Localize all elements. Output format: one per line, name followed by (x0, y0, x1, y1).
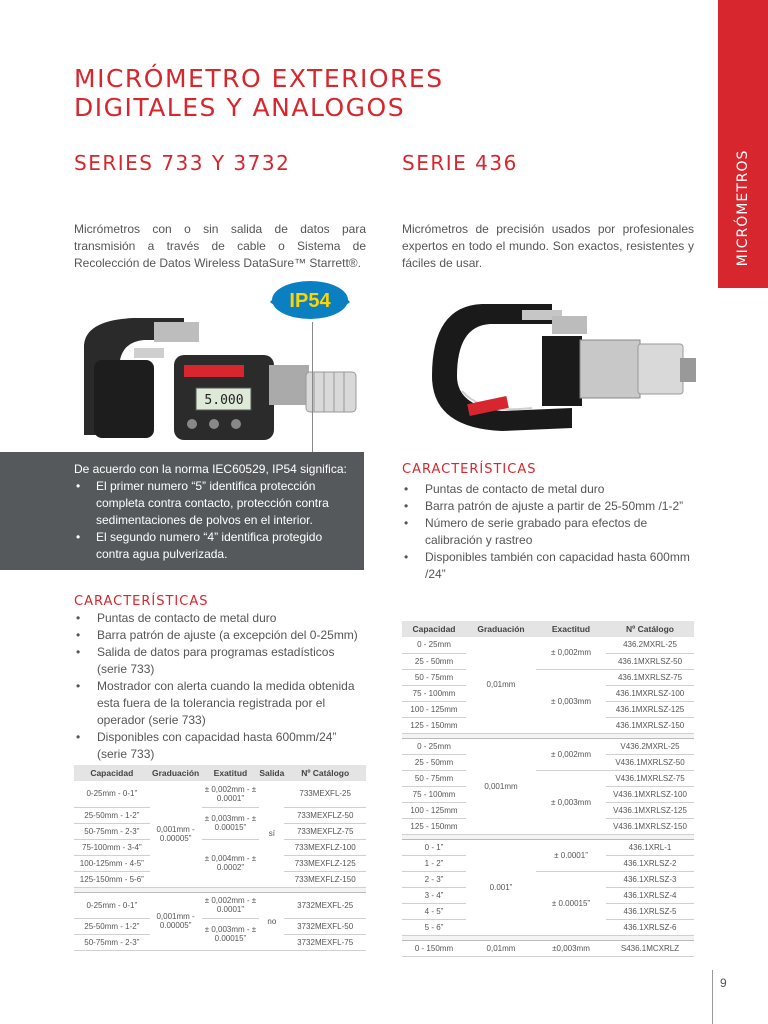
cell-catalog: 733MEXFLZ-50 (284, 807, 366, 823)
cell-capacity: 25-50mm - 1-2” (74, 918, 150, 934)
table-row (402, 738, 694, 754)
cell-capacity: 4 - 5” (402, 903, 466, 919)
cell-catalog: 733MEXFL-25 (284, 781, 366, 807)
cell-graduation: 0,01mm (466, 940, 536, 956)
page-number-divider (712, 970, 713, 1024)
cell-accuracy: ± 0,003mm (536, 669, 606, 733)
ip54-info-box (0, 452, 364, 570)
cell-accuracy: ± 0,004mm - ± 0.0002” (202, 839, 260, 887)
cell-accuracy: ± 0,003mm - ± 0.00015” (202, 807, 260, 839)
badge-pointer-line (312, 322, 313, 452)
left-features-title: CARACTERÍSTICAS (74, 594, 209, 609)
ip-box-item: • El segundo numero “4” identifica protegido contra agua pulverizada. (74, 529, 354, 563)
ip-box-intro: De acuerdo con la norma IEC60529, IP54 significa: (74, 462, 347, 476)
cell-catalog: 3732MEXFL-75 (284, 934, 366, 950)
title-line-1: MICRÓMETRO EXTERIORES (74, 64, 444, 93)
table-header: Nº Catálogo (606, 621, 694, 637)
cell-catalog: 436.1MXRLSZ-50 (606, 653, 694, 669)
left-features-list (74, 610, 364, 763)
table-header: Exatitud (202, 765, 260, 781)
cell-catalog: 436.1XRL-1 (606, 839, 694, 855)
table-header-row (402, 621, 694, 637)
left-spec-table (74, 765, 366, 951)
cell-graduation: 0,001mm - 0.00005” (150, 892, 202, 950)
analog-micrometer-image (402, 296, 702, 441)
feature-item: • Puntas de contacto de metal duro (74, 610, 364, 627)
cell-capacity: 50-75mm - 2-3” (74, 934, 150, 950)
cell-capacity: 0 - 25mm (402, 738, 466, 754)
cell-accuracy: ± 0.0001” (536, 839, 606, 871)
cell-capacity: 2 - 3” (402, 871, 466, 887)
cell-catalog: V436.1MXRLSZ-100 (606, 786, 694, 802)
cell-capacity: 0 - 25mm (402, 637, 466, 653)
cell-catalog: V436.1MXRLSZ-150 (606, 818, 694, 834)
cell-accuracy: ± 0,003mm - ± 0.00015” (202, 918, 260, 950)
cell-catalog: 436.1MXRLSZ-100 (606, 685, 694, 701)
cell-capacity: 1 - 2” (402, 855, 466, 871)
feature-item: • Número de serie grabado para efectos de calibración y rastreo (402, 515, 702, 549)
cell-catalog: 733MEXFLZ-75 (284, 823, 366, 839)
cell-accuracy: ± 0,002mm (536, 637, 606, 669)
cell-capacity: 5 - 6” (402, 919, 466, 935)
ip54-badge-icon (268, 278, 352, 322)
table-header: Graduación (150, 765, 202, 781)
cell-capacity: 0-25mm - 0-1” (74, 781, 150, 807)
cell-catalog: V436.1MXRLSZ-75 (606, 770, 694, 786)
cell-capacity: 3 - 4” (402, 887, 466, 903)
table-row (74, 918, 366, 934)
table-header: Capacidad (74, 765, 150, 781)
cell-catalog: 436.1XRLSZ-2 (606, 855, 694, 871)
cell-catalog: 436.1XRLSZ-5 (606, 903, 694, 919)
cell-capacity: 125-150mm - 5-6” (74, 871, 150, 887)
cell-accuracy: ± 0,002mm - ± 0.0001” (202, 892, 260, 918)
cell-capacity: 125 - 150mm (402, 818, 466, 834)
page-number: 9 (720, 976, 727, 990)
ip54-badge-label: IP54 (289, 290, 331, 312)
table-row (402, 871, 694, 887)
table-header: Capacidad (402, 621, 466, 637)
cell-capacity: 0 - 150mm (402, 940, 466, 956)
table-header: Exactitud (536, 621, 606, 637)
cell-catalog: 3732MEXFL-50 (284, 918, 366, 934)
right-description: Micrómetros de precisión usados por profesionales expertos en todo el mundo. Son exactos, resistentes y fáciles de usar. (402, 222, 694, 270)
cell-accuracy: ±0,003mm (536, 940, 606, 956)
cell-catalog: V436.1MXRLSZ-125 (606, 802, 694, 818)
right-spec-table (402, 621, 694, 957)
cell-capacity: 25 - 50mm (402, 754, 466, 770)
feature-item: • Puntas de contacto de metal duro (402, 481, 702, 498)
cell-accuracy: ± 0,002mm (536, 738, 606, 770)
cell-capacity: 50-75mm - 2-3” (74, 823, 150, 839)
cell-catalog: V436.1MXRLSZ-50 (606, 754, 694, 770)
side-tab (718, 0, 768, 288)
table-row (402, 770, 694, 786)
table-header: Salida (259, 765, 284, 781)
right-features-list (402, 481, 702, 583)
cell-graduation: 0,001mm - 0.00005” (150, 781, 202, 887)
side-tab-label: MICRÓMETROS (735, 149, 751, 267)
cell-output: sí (259, 781, 284, 887)
ip-box-item: • El primer numero “5” identifica protección completa contra contacto, protección contra sedimentaciones de polvos en el interior. (74, 478, 354, 529)
left-series-title: SERIES 733 Y 3732 (74, 151, 291, 175)
table-header: Nº Catálogo (284, 765, 366, 781)
feature-item: • Disponibles con capacidad hasta 600mm/24” (serie 733) (74, 729, 364, 763)
cell-capacity: 100 - 125mm (402, 802, 466, 818)
table-row (402, 839, 694, 855)
table-row (74, 781, 366, 807)
feature-item: • Barra patrón de ajuste (a excepción del 0-25mm) (74, 627, 364, 644)
table-row (74, 839, 366, 855)
feature-item: • Salida de datos para programas estadísticos (serie 733) (74, 644, 364, 678)
cell-capacity: 125 - 150mm (402, 717, 466, 733)
cell-capacity: 50 - 75mm (402, 669, 466, 685)
table-row (402, 637, 694, 653)
right-features-title: CARACTERÍSTICAS (402, 462, 537, 477)
cell-accuracy: ± 0.00015” (536, 871, 606, 935)
feature-item: • Barra patrón de ajuste a partir de 25-50mm /1-2” (402, 498, 702, 515)
cell-catalog: 3732MEXFL-25 (284, 892, 366, 918)
cell-capacity: 75 - 100mm (402, 685, 466, 701)
cell-capacity: 75-100mm - 3-4” (74, 839, 150, 855)
cell-catalog: 436.2MXRL-25 (606, 637, 694, 653)
cell-catalog: 733MEXFLZ-100 (284, 839, 366, 855)
cell-graduation: 0.001” (466, 839, 536, 935)
cell-capacity: 0-25mm - 0-1” (74, 892, 150, 918)
cell-catalog: 436.1MXRLSZ-75 (606, 669, 694, 685)
cell-capacity: 25 - 50mm (402, 653, 466, 669)
cell-catalog: 436.1XRLSZ-6 (606, 919, 694, 935)
digital-micrometer-image (74, 300, 364, 450)
cell-capacity: 25-50mm - 1-2” (74, 807, 150, 823)
cell-catalog: 436.1MXRLSZ-150 (606, 717, 694, 733)
table-row (74, 807, 366, 823)
cell-capacity: 75 - 100mm (402, 786, 466, 802)
table-row (74, 892, 366, 918)
table-row (402, 669, 694, 685)
cell-output: no (259, 892, 284, 950)
cell-catalog: 436.1XRLSZ-3 (606, 871, 694, 887)
cell-catalog: 436.1MXRLSZ-125 (606, 701, 694, 717)
cell-catalog: 733MEXFLZ-150 (284, 871, 366, 887)
feature-item: • Mostrador con alerta cuando la medida obtenida esta fuera de la tolerancia registrada por el operador (serie 733) (74, 678, 364, 729)
cell-catalog: 733MEXFLZ-125 (284, 855, 366, 871)
cell-catalog: S436.1MCXRLZ (606, 940, 694, 956)
page-title (74, 64, 694, 122)
cell-accuracy: ± 0,003mm (536, 770, 606, 834)
feature-item: • Disponibles también con capacidad hasta 600mm /24” (402, 549, 702, 583)
table-row (402, 940, 694, 956)
cell-capacity: 100 - 125mm (402, 701, 466, 717)
cell-catalog: V436.2MXRL-25 (606, 738, 694, 754)
left-description: Micrómetros con o sin salida de datos para transmisión a través de cable o Sistema de Recolección de Datos Wireless DataSure™ Starrett®. (74, 222, 366, 270)
table-header: Graduación (466, 621, 536, 637)
table-header-row (74, 765, 366, 781)
cell-graduation: 0,001mm (466, 738, 536, 834)
cell-accuracy: ± 0,002mm - ± 0.0001” (202, 781, 260, 807)
cell-capacity: 100-125mm - 4-5” (74, 855, 150, 871)
right-series-title: SERIE 436 (402, 151, 518, 175)
cell-catalog: 436.1XRLSZ-4 (606, 887, 694, 903)
title-line-2: DIGITALES Y ANALOGOS (74, 93, 406, 122)
cell-graduation: 0,01mm (466, 637, 536, 733)
cell-capacity: 50 - 75mm (402, 770, 466, 786)
svg-text:5.000: 5.000 (204, 393, 244, 408)
cell-capacity: 0 - 1” (402, 839, 466, 855)
ip-box-list (74, 478, 354, 563)
